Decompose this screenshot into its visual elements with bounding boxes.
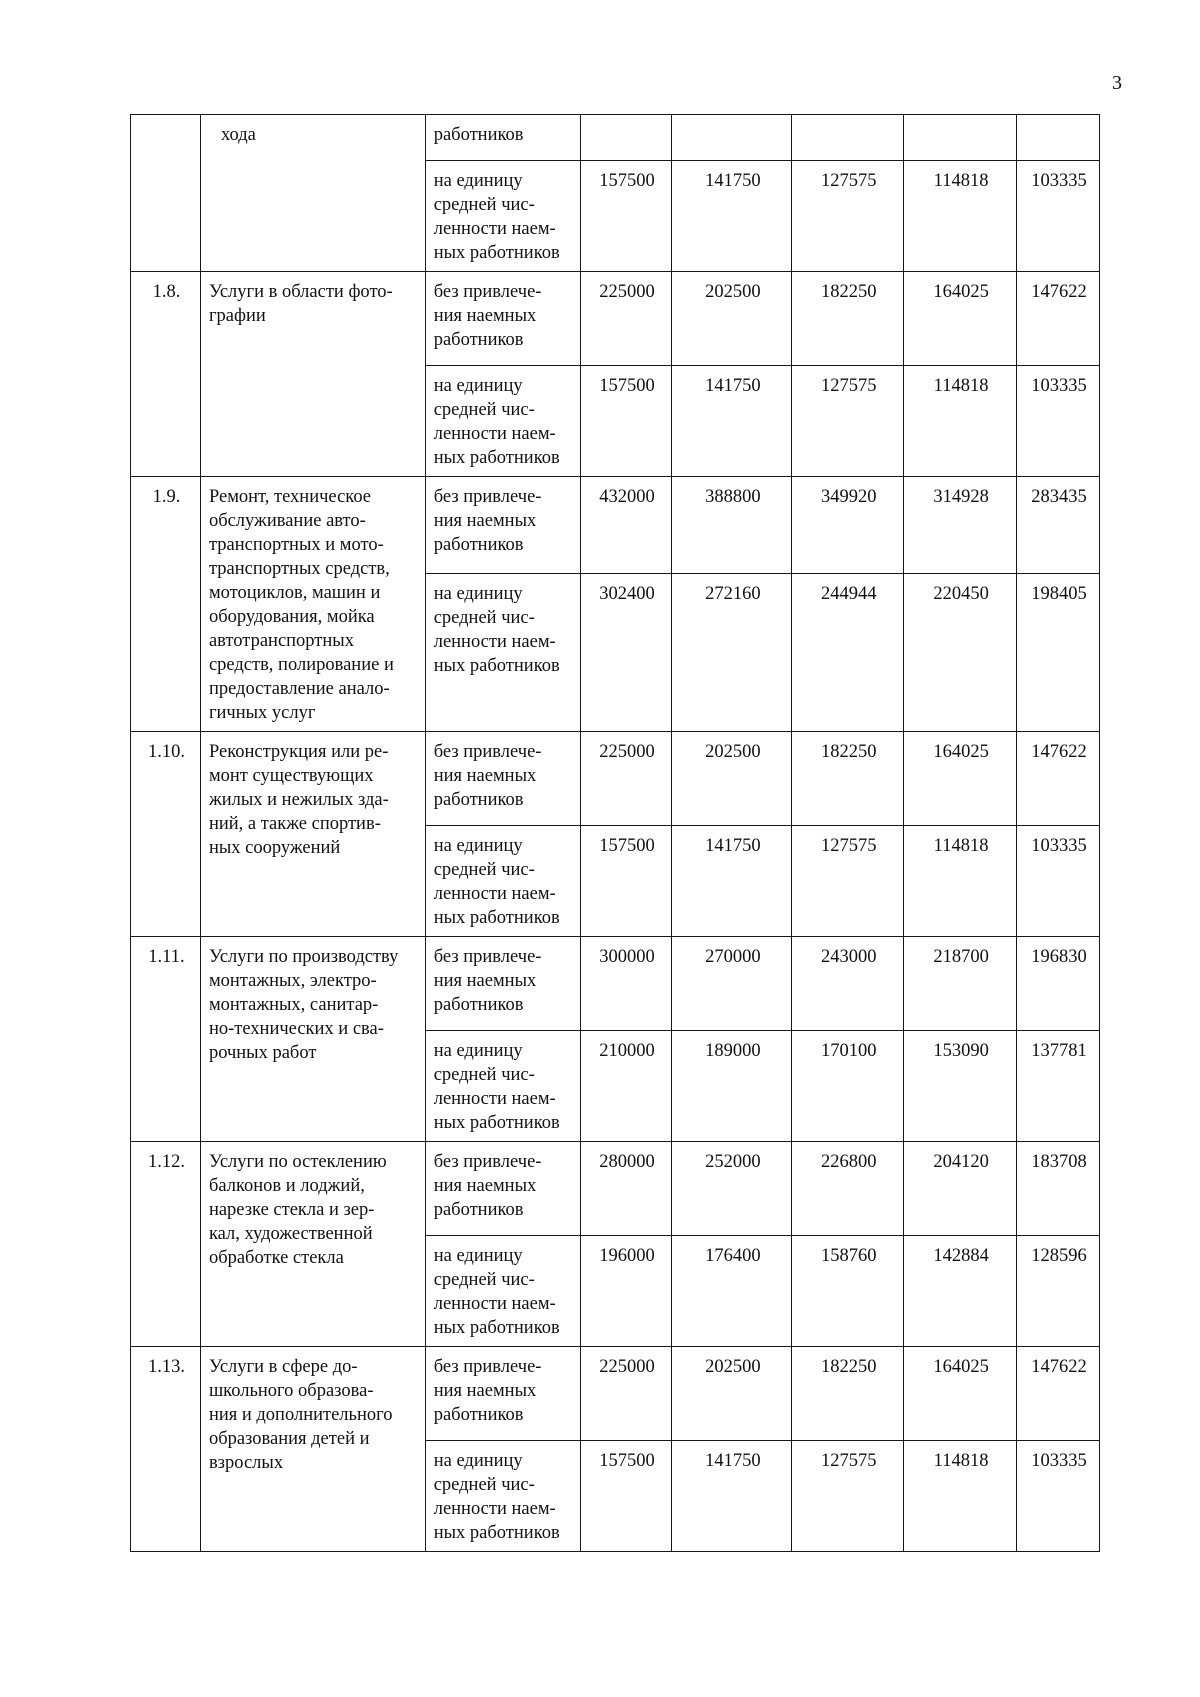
value-cell: 127575 [792,366,904,477]
value-cell: 164025 [904,1347,1017,1441]
table-row [131,272,1100,366]
employment-mode-cell: без привлече- ния наемных работников [425,937,580,1031]
value-cell [580,115,672,161]
value-cell: 147622 [1017,732,1100,826]
value-cell: 198405 [1017,574,1100,732]
value-cell: 270000 [672,937,792,1031]
value-cell: 225000 [580,732,672,826]
value-cell: 142884 [904,1236,1017,1347]
table-row [131,1347,1100,1441]
value-cell: 388800 [672,477,792,574]
value-cell: 103335 [1017,1441,1100,1552]
employment-mode-cell: на единицу средней чис- ленности наем- ных работников [425,826,580,937]
employment-mode-cell: на единицу средней чис- ленности наем- ных работников [425,1031,580,1142]
value-cell: 432000 [580,477,672,574]
employment-mode-cell: на единицу средней чис- ленности наем- ных работников [425,574,580,732]
tax-rate-table [130,114,1100,1552]
employment-mode-cell: без привлече- ния наемных работников [425,477,580,574]
value-cell: 147622 [1017,1347,1100,1441]
item-number-cell [131,115,201,272]
value-cell: 157500 [580,1441,672,1552]
table-row [131,937,1100,1031]
item-number: 1.8. [131,272,201,477]
item-name-cell [200,1142,425,1347]
employment-mode-cell: на единицу средней чис- ленности наем- ных работников [425,161,580,272]
value-cell: 153090 [904,1031,1017,1142]
employment-mode-cell: без привлече- ния наемных работников [425,272,580,366]
item-number: 1.9. [131,477,201,732]
value-cell: 157500 [580,161,672,272]
item-name: Услуги по остеклению балконов и лоджий, нарезке стекла и зер- кал, художественной обработке стекла [208,1152,387,1268]
value-cell [904,115,1017,161]
table-row [131,115,1100,161]
value-cell: 164025 [904,732,1017,826]
table-row [131,477,1100,574]
value-cell: 157500 [580,366,672,477]
value-cell: 141750 [672,366,792,477]
item-number: 1.11. [131,937,201,1142]
item-name: Услуги в области фото- графии [208,282,393,326]
value-cell: 314928 [904,477,1017,574]
value-cell: 141750 [672,1441,792,1552]
value-cell: 127575 [792,826,904,937]
value-cell: 128596 [1017,1236,1100,1347]
value-cell [1017,115,1100,161]
item-name-cell [200,732,425,937]
value-cell: 183708 [1017,1142,1100,1236]
value-cell: 220450 [904,574,1017,732]
value-cell: 182250 [792,1347,904,1441]
value-cell: 302400 [580,574,672,732]
value-cell: 202500 [672,272,792,366]
value-cell: 164025 [904,272,1017,366]
value-cell: 349920 [792,477,904,574]
value-cell: 202500 [672,1347,792,1441]
value-cell: 114818 [904,161,1017,272]
item-name: Услуги по производству монтажных, электро- монтажных, санитар- но-технических и сва- рочных работ [208,947,399,1063]
value-cell: 158760 [792,1236,904,1347]
value-cell: 225000 [580,272,672,366]
value-cell: 137781 [1017,1031,1100,1142]
value-cell: 114818 [904,826,1017,937]
page-number: 3 [1112,72,1122,94]
item-name-cell [200,115,425,272]
value-cell: 103335 [1017,826,1100,937]
employment-mode-cell: на единицу средней чис- ленности наем- ных работников [425,366,580,477]
value-cell: 114818 [904,366,1017,477]
value-cell: 147622 [1017,272,1100,366]
value-cell: 103335 [1017,161,1100,272]
item-name-cell [200,937,425,1142]
value-cell: 103335 [1017,366,1100,477]
value-cell: 127575 [792,1441,904,1552]
item-name: Услуги в сфере до- школьного образова- ния и дополнительного образования детей и взрослых [208,1357,393,1473]
item-name-cell [200,1347,425,1552]
item-name-cell [200,477,425,732]
table-row [131,732,1100,826]
value-cell: 182250 [792,732,904,826]
value-cell: 252000 [672,1142,792,1236]
value-cell: 157500 [580,826,672,937]
value-cell: 283435 [1017,477,1100,574]
table-row [131,1142,1100,1236]
value-cell: 127575 [792,161,904,272]
value-cell: 204120 [904,1142,1017,1236]
employment-mode-cell: без привлече- ния наемных работников [425,1347,580,1441]
item-name: хода [220,125,256,145]
value-cell: 210000 [580,1031,672,1142]
value-cell: 114818 [904,1441,1017,1552]
employment-mode-cell: работников [425,115,580,161]
item-number: 1.13. [131,1347,201,1552]
value-cell: 176400 [672,1236,792,1347]
value-cell: 196000 [580,1236,672,1347]
item-number: 1.10. [131,732,201,937]
value-cell: 141750 [672,161,792,272]
value-cell: 141750 [672,826,792,937]
value-cell: 202500 [672,732,792,826]
value-cell: 225000 [580,1347,672,1441]
value-cell [672,115,792,161]
value-cell: 272160 [672,574,792,732]
value-cell: 196830 [1017,937,1100,1031]
value-cell: 189000 [672,1031,792,1142]
employment-mode-cell: на единицу средней чис- ленности наем- ных работников [425,1441,580,1552]
employment-mode-cell: без привлече- ния наемных работников [425,732,580,826]
value-cell: 280000 [580,1142,672,1236]
employment-mode-cell: без привлече- ния наемных работников [425,1142,580,1236]
item-name: Реконструкция или ре- монт существующих жилых и нежилых зда- ний, а также спортив- ных сооружений [208,742,389,858]
value-cell: 244944 [792,574,904,732]
item-name-cell [200,272,425,477]
value-cell: 300000 [580,937,672,1031]
value-cell [792,115,904,161]
employment-mode-cell: на единицу средней чис- ленности наем- ных работников [425,1236,580,1347]
value-cell: 218700 [904,937,1017,1031]
value-cell: 243000 [792,937,904,1031]
item-name: Ремонт, техническое обслуживание авто- транспортных и мото- транспортных средств, мотоциклов, машин и оборудования, мойка автотранспортных средств, полирование и предоставление анало- гичных услуг [208,487,394,723]
item-number: 1.12. [131,1142,201,1347]
value-cell: 170100 [792,1031,904,1142]
value-cell: 182250 [792,272,904,366]
value-cell: 226800 [792,1142,904,1236]
